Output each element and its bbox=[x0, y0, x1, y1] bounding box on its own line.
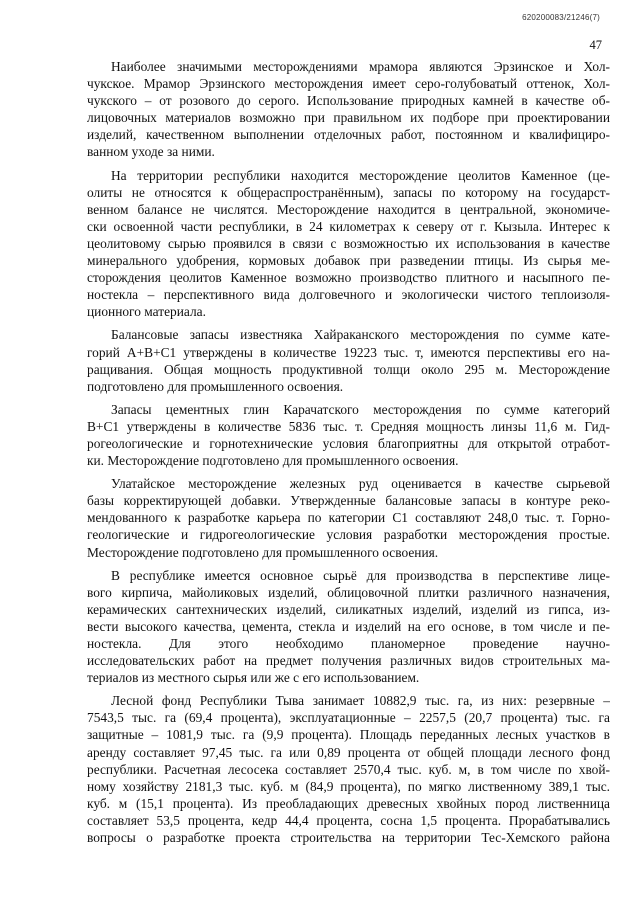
text-line: В+С1 утверждены в количестве 5836 тыс. т. Средняя мощность линзы 11,6 м. Гид- bbox=[87, 418, 610, 434]
text-line: базы корректирующей добавки. Утвержденные балансовые запасы в контуре реко- bbox=[87, 493, 610, 509]
text-line: вопросы о разработке проекта строительства на территории Тес-Хемского района bbox=[87, 830, 610, 846]
text-line: териалов из местного сырья или же с его использованием. bbox=[87, 670, 420, 686]
text-line: На территории республики находится месторождение цеолитов Каменное (це- bbox=[111, 167, 610, 183]
text-line: вести высокого качества, цемента, стекла и изделий на его основе, в том числе и пе- bbox=[87, 618, 610, 634]
text-line: венном балансе не числятся. Месторождение находится в центральной, экономиче- bbox=[87, 201, 610, 217]
text-line: минерального удобрения, кормовых добавок при разведении птицы. Из сырья ме- bbox=[87, 253, 610, 269]
document-id: 620200083/21246(7) bbox=[522, 13, 600, 22]
text-line: изделий, качественном выполнении отделочных работ, постоянном и квалифициро- bbox=[87, 127, 610, 143]
text-line: ки. Месторождение подготовлено для промышленного освоения. bbox=[87, 453, 459, 469]
text-line: Запасы цементных глин Карачатского месторождения по сумме категорий bbox=[111, 401, 610, 417]
text-line: олиты не относятся к общераспространённым), запасы по которому на государст- bbox=[87, 184, 610, 200]
text-line: Балансовые запасы известняка Хайраканского месторождения по сумме кате- bbox=[111, 327, 610, 343]
paragraph bbox=[87, 567, 610, 687]
text-line: защитные – 1081,9 тыс. га (9,9 процента). Площадь переданных лесных участков в bbox=[87, 727, 610, 743]
text-line: ванном уходе за ними. bbox=[87, 144, 215, 160]
paragraph bbox=[87, 692, 610, 846]
paragraph bbox=[87, 167, 610, 321]
text-line: Лесной фонд Республики Тыва занимает 10882,9 тыс. га, из них: резервные – bbox=[111, 693, 610, 709]
text-line: ностекла. Для этого необходимо планомерное проведение научно- bbox=[87, 636, 610, 651]
text-line: исследовательских работ на предмет получения различных видов строительных ма- bbox=[87, 653, 610, 669]
text-line: керамических сантехнических изделий, силикатных изделий, изделий из гипса, из- bbox=[87, 601, 610, 617]
text-line: Месторождение подготовлено для промышленного освоения. bbox=[87, 544, 439, 560]
paragraph bbox=[87, 475, 610, 560]
text-line: ращивания. Общая мощность продуктивной толщи около 295 м. Месторождение bbox=[87, 361, 610, 377]
text-line: мендованного к разработке карьера по категории С1 составляют 248,0 тыс. т. Горно- bbox=[87, 510, 610, 526]
paragraph bbox=[87, 326, 610, 394]
text-line: составляет 53,5 процента, кедр 44,4 процента, сосна 1,5 процента. Прорабатывались bbox=[87, 812, 610, 828]
document-body bbox=[87, 58, 610, 852]
text-line: В республике имеется основное сырьё для производства в перспективе лице- bbox=[111, 567, 610, 583]
text-line: рогеологические и горнотехнические условия благоприятны для открытой отработ- bbox=[87, 435, 610, 451]
text-line: лицовочных материалов возможно при правильном их подборе при проектировании bbox=[87, 110, 610, 126]
text-line: аренду составляет 97,45 тыс. га или 0,89 процента от общей площади лесного фонд bbox=[87, 744, 610, 760]
paragraph bbox=[87, 401, 610, 469]
text-line: ному хозяйству 2181,3 тыс. куб. м (84,9 процента), по мягко лиственному 389,1 тыс. bbox=[87, 778, 610, 794]
text-line: республики. Расчетная лесосека составляет 2570,4 тыс. куб. м, в том числе по хвой- bbox=[87, 761, 610, 777]
text-line: подготовлено для промышленного освоения. bbox=[87, 378, 344, 394]
text-line: вого кирпича, майоликовых изделий, облицовочной плитки различного назначения, bbox=[87, 584, 610, 600]
text-line: геологические и гидрогеологические условия разработки месторождения простые. bbox=[87, 527, 610, 543]
text-line: сторождения цеолитов Каменное возможно производство плитного и насыпного пе- bbox=[87, 270, 610, 286]
text-line: цеолитовому сырью проявился в связи с возможностью их использования в качестве bbox=[87, 235, 610, 251]
text-line: ностекла – перспективного вида долговечного и экологически чистого теплоизоля- bbox=[87, 287, 610, 303]
text-line: Улатайское месторождение железных руд оценивается в качестве сырьевой bbox=[111, 476, 610, 492]
text-line: чукское. Мрамор Эрзинского месторождения имеет серо-голубоватый оттенок, Хол- bbox=[87, 76, 610, 92]
text-line: Наиболее значимыми месторождениями мрамора являются Эрзинское и Хол- bbox=[111, 59, 610, 74]
text-line: чукского – от розового до серого. Использование природных камней в качестве об- bbox=[87, 93, 610, 109]
text-line: куб. м (15,1 процента). Из преобладающих древесных хвойных пород лиственница bbox=[87, 795, 610, 811]
page-number: 47 bbox=[589, 38, 602, 52]
text-line: горий А+В+С1 утверждены в количестве 19223 тыс. т, имеются перспективы его на- bbox=[87, 344, 610, 360]
text-line: ционного материала. bbox=[87, 304, 206, 320]
text-line: 7543,5 тыс. га (69,4 процента), эксплуатационные – 2257,5 (20,7 процента) тыс. га bbox=[87, 710, 610, 726]
paragraph bbox=[87, 58, 610, 161]
text-line: ски освоенной части республики, в 24 километрах к северу от г. Кызыла. Интерес к bbox=[87, 218, 610, 234]
